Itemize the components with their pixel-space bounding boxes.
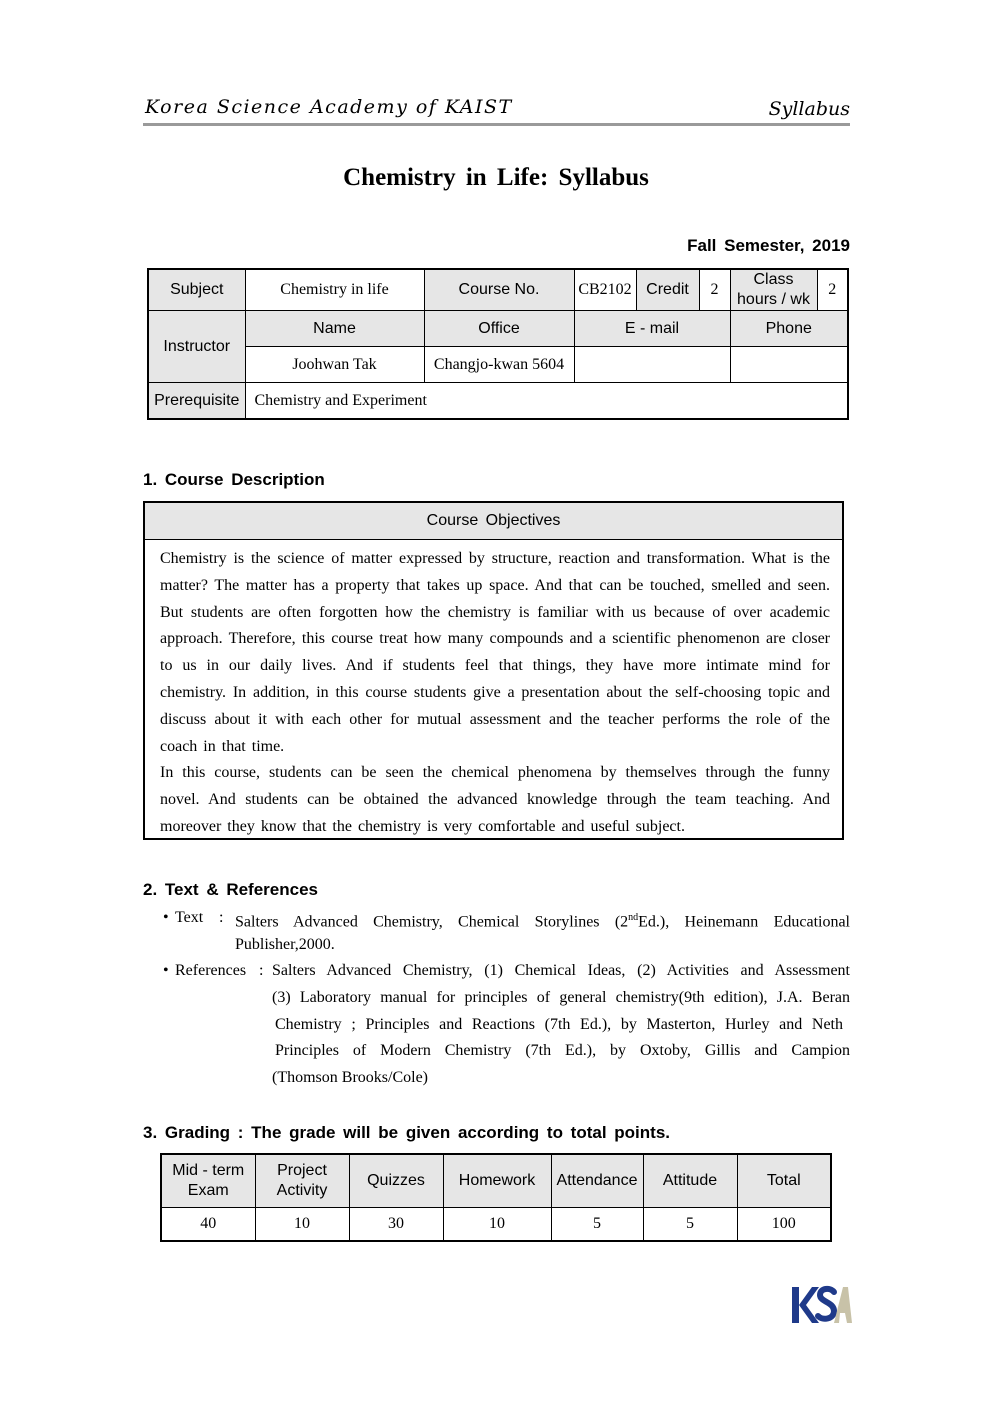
table-row [161,1154,831,1208]
grade-header-total: Total [737,1154,831,1208]
email-label: E - mail [574,311,730,347]
grade-header-attendance: Attendance [551,1154,643,1208]
reference-line: (3) Laboratory manual for principles of general chemistry(9th edition), J.A. Beran [272,989,850,1006]
grade-header-project [255,1154,349,1208]
grade-header-quizzes: Quizzes [349,1154,443,1208]
header-doc-type: Syllabus [768,98,850,120]
text-reference-part: Ed.), Heinemann Educational [638,913,851,931]
header-school-name: Korea Science Academy of KAIST [145,96,513,118]
prerequisite-value: Chemistry and Experiment [245,383,848,420]
reference-line: (Thomson Brooks/Cole) [272,1069,428,1086]
course-description-heading: 1. Course Description [143,470,325,489]
table-row [161,1208,831,1242]
class-hours-value: 2 [817,269,848,311]
course-no-label: Course No. [424,269,574,311]
course-objectives-text [145,540,842,841]
grade-header-midterm [161,1154,255,1208]
text-reference-superscript: nd [628,912,639,923]
grade-header-text: Project [277,1162,327,1179]
grade-value-midterm: 40 [161,1208,255,1242]
header-rule [143,123,850,126]
table-row [148,311,848,347]
page-title: Chemistry in Life: Syllabus [343,164,649,191]
grade-header-text: Activity [276,1182,328,1199]
grading-table [160,1153,832,1242]
grade-value-attitude: 5 [643,1208,737,1242]
references-label: References [175,962,247,979]
reference-line: Chemistry ; Principles and Reactions (7th Ed.), by Masterton, Hurley and Neth [275,1016,843,1033]
grade-header-text: Exam [187,1182,229,1199]
ksa-logo [790,1283,852,1327]
text-reference-part: Salters Advanced Chemistry, Chemical Storylines (2 [235,913,629,931]
reference-line: Salters Advanced Chemistry, (1) Chemical Ideas, (2) Activities and Assessment [272,962,850,979]
course-objectives-title: Course Objectives [145,503,842,540]
bullet-icon: • [163,962,169,979]
grading-heading: 3. Grading : The grade will be given according to total points. [143,1123,670,1142]
course-no-value: CB2102 [574,269,636,311]
instructor-name-value: Joohwan Tak [245,347,424,383]
class-hours-label-line2: hours / wk [737,291,810,308]
ksa-logo-s [818,1289,834,1319]
table-row [148,347,848,383]
grade-value-project: 10 [255,1208,349,1242]
name-label: Name [245,311,424,347]
phone-label: Phone [730,311,848,347]
subject-value: Chemistry in life [245,269,424,311]
grade-header-homework: Homework [443,1154,551,1208]
credit-label: Credit [636,269,699,311]
grade-value-quizzes: 30 [349,1208,443,1242]
course-objectives-box [143,501,844,840]
bullet-icon: • [163,909,169,926]
credit-value: 2 [699,269,730,311]
prerequisite-label: Prerequisite [148,383,245,420]
reference-line: Principles of Modern Chemistry (7th Ed.), by Oxtoby, Gillis and Campion [275,1042,850,1059]
table-row [148,383,848,420]
grade-value-total: 100 [737,1208,831,1242]
objectives-paragraph: Chemistry is the science of matter expressed by structure, reaction and transformation. What is the matter? The matter has a property that takes up space. And that can be touched, smelled and seen. But students are often forgotten how the chemistry is familiar with us because of over academic approach. Therefore, this course treat how many compounds and a scientific phenomenon are closer to us in our daily lives. And if students feel that things, they have more intimate mind for chemistry. In addition, in this course students give a presentation about the self-choosing topic and discuss about it with each other for mutual assessment and the teacher performs the role of the coach in that time. [160,550,830,755]
text-references-heading: 2. Text & References [143,880,318,899]
instructor-phone-value [730,347,848,383]
class-hours-label [730,269,817,311]
grade-header-attitude: Attitude [643,1154,737,1208]
instructor-email-value [574,347,730,383]
instructor-office-value: Changjo-kwan 5604 [424,347,574,383]
text-label: Text [175,909,204,926]
course-info-table [147,268,849,420]
text-colon: : [219,909,224,926]
subject-label: Subject [148,269,245,311]
grade-header-text: Mid - term [172,1162,245,1179]
text-reference-line: Publisher,2000. [235,936,335,953]
instructor-label: Instructor [148,311,245,383]
ksa-logo-k [792,1287,819,1323]
grade-value-attendance: 5 [551,1208,643,1242]
semester-label: Fall Semester, 2019 [687,236,850,255]
references-colon: : [259,962,264,979]
table-row [148,269,848,311]
office-label: Office [424,311,574,347]
objectives-paragraph: In this course, students can be seen the chemical phenomena by themselves through the funny novel. And students can be obtained the advanced knowledge through the team teaching. And moreover they know that the chemistry is very comfortable and useful subject. [160,764,830,835]
class-hours-label-line1: Class [753,271,794,288]
grade-value-homework: 10 [443,1208,551,1242]
